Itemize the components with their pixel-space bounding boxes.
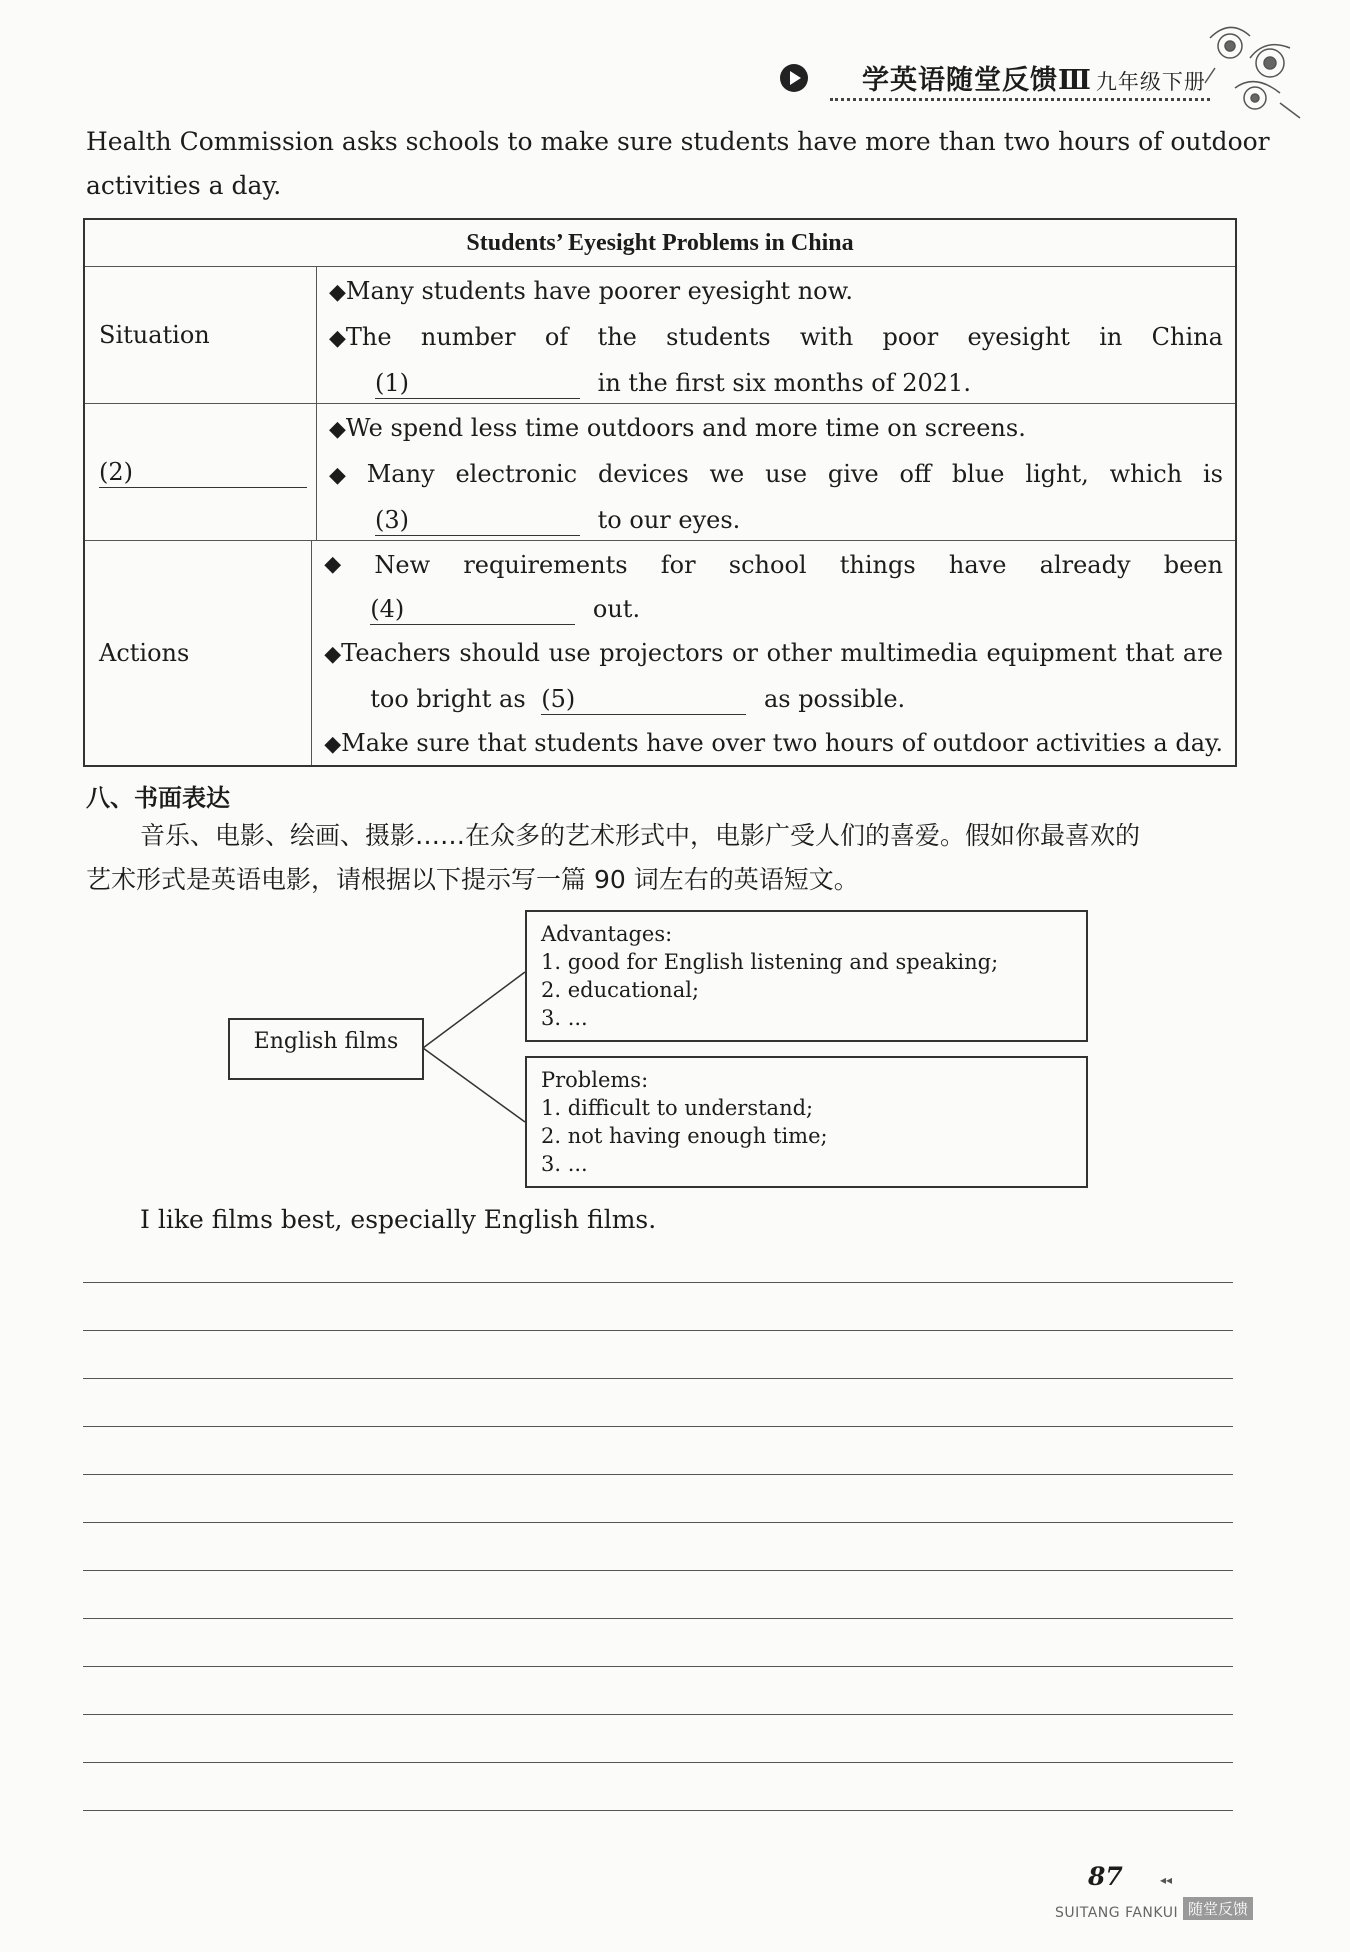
answer-blank-5[interactable]: (5) (541, 684, 746, 715)
word: that (1125, 639, 1175, 667)
word: Teachers (341, 639, 451, 667)
word: give (827, 460, 879, 488)
word: for (660, 551, 696, 579)
page-number: 87 (1088, 1862, 1123, 1891)
writing-line[interactable] (83, 1714, 1233, 1715)
list-item: 3. ... (541, 1006, 588, 1030)
advantages-title: Advantages: (541, 922, 673, 946)
word: poor (882, 323, 939, 351)
list-item: 1. difficult to understand; (541, 1096, 814, 1120)
writing-line[interactable] (83, 1426, 1233, 1427)
table-title: Students’ Eyesight Problems in China (85, 220, 1235, 267)
book-title-text: 学英语随堂反馈Ⅲ (862, 65, 1092, 96)
bullet-diamond-icon: ◆ (324, 732, 342, 757)
word: blue (951, 460, 1005, 488)
word: New (374, 551, 431, 579)
row-label-actions: Actions (85, 541, 312, 765)
answer-blank-4[interactable]: (4) (370, 594, 575, 625)
writing-line[interactable] (83, 1618, 1233, 1619)
bullet-diamond-icon: ◆ (329, 326, 346, 351)
word: other (766, 639, 832, 667)
word: electronic (455, 460, 578, 488)
intro-line-2: activities a day. (86, 171, 282, 200)
writing-line[interactable] (83, 1474, 1233, 1475)
bullet-diamond-icon: ◆ (329, 280, 346, 305)
word: we (709, 460, 745, 488)
list-item: 3. ... (541, 1152, 588, 1176)
word: of (544, 323, 569, 351)
word: number (420, 323, 516, 351)
word: use (548, 639, 591, 667)
word: have (948, 551, 1007, 579)
answer-blank-2[interactable]: (2) (99, 457, 307, 488)
writing-line[interactable] (83, 1762, 1233, 1763)
instruction-line-1: 音乐、电影、绘画、摄影……在众多的艺术形式中，电影广受人们的喜爱。假如你最喜欢的 (140, 821, 1141, 850)
writing-line[interactable] (83, 1570, 1233, 1571)
writing-line[interactable] (83, 1522, 1233, 1523)
word: or (732, 639, 758, 667)
word: school (728, 551, 807, 579)
start-sentence: I like films best, especially English films. (140, 1205, 657, 1234)
bullet-diamond-icon: ◆ (329, 417, 346, 442)
problems-title: Problems: (541, 1068, 649, 1092)
word: equipment (986, 639, 1117, 667)
answer-blank-3[interactable]: (3) (375, 505, 580, 536)
grade-label: 九年级下册 (1095, 70, 1206, 94)
answer-blank-1[interactable]: (1) (375, 368, 580, 399)
writing-line[interactable] (83, 1810, 1233, 1811)
problems-box (525, 1056, 1088, 1188)
word: Many (366, 460, 435, 488)
word: the (597, 323, 637, 351)
writing-line[interactable] (83, 1330, 1233, 1331)
word: been (1163, 551, 1223, 579)
bullet-diamond-icon: ◆ (324, 552, 342, 577)
double-arrow-icon: ◂◂ (1160, 1873, 1173, 1887)
bullet-diamond-icon: ◆ (324, 642, 342, 667)
word: is (1202, 460, 1223, 488)
word: China (1151, 323, 1223, 351)
section-heading: 八、书面表达 (86, 784, 230, 812)
writing-line[interactable] (83, 1378, 1233, 1379)
word: students (666, 323, 771, 351)
advantages-box (525, 910, 1088, 1042)
writing-line[interactable] (83, 1282, 1233, 1283)
word: already (1039, 551, 1131, 579)
word: should (459, 639, 541, 667)
actions-line-4-before: too bright as (370, 685, 526, 713)
word: multimedia (840, 639, 978, 667)
word: off (899, 460, 931, 488)
footer-brand-en: SUITANG FANKUI (1055, 1905, 1179, 1921)
word: are (1182, 639, 1223, 667)
actions-line-4-after: as possible. (763, 685, 906, 713)
word: eyesight (967, 323, 1070, 351)
word: use (765, 460, 808, 488)
center-topic-box: English films (228, 1018, 424, 1080)
situation-line-3-text: in the first six months of 2021. (597, 369, 971, 397)
list-item: 2. not having enough time; (541, 1124, 828, 1148)
situation-line-1: Many students have poorer eyesight now. (345, 277, 853, 305)
word: The (345, 323, 392, 351)
writing-line[interactable] (83, 1666, 1233, 1667)
actions-line-5: Make sure that students have over two hours of outdoor activities a day. (341, 729, 1223, 757)
word: things (839, 551, 916, 579)
reasons-line-1: We spend less time outdoors and more time on screens. (345, 414, 1026, 442)
word: projectors (599, 639, 724, 667)
word: in (1099, 323, 1123, 351)
word: with (799, 323, 854, 351)
word: requirements (463, 551, 628, 579)
instruction-line-2: 艺术形式是英语电影，请根据以下提示写一篇 90 词左右的英语短文。 (86, 865, 859, 894)
footer-brand-badge: 随堂反馈 (1183, 1897, 1253, 1920)
row-label-situation: Situation (85, 267, 317, 403)
word: devices (597, 460, 689, 488)
intro-line-1: Health Commission asks schools to make sure students have more than two hours of outdoor (86, 127, 1270, 156)
bullet-diamond-icon: ◆ (329, 463, 346, 488)
list-item: 1. good for English listening and speaking; (541, 950, 999, 974)
reasons-line-3-text: to our eyes. (597, 506, 741, 534)
word: which (1109, 460, 1183, 488)
word: light, (1025, 460, 1089, 488)
actions-line-2-text: out. (592, 595, 641, 623)
list-item: 2. educational; (541, 978, 700, 1002)
